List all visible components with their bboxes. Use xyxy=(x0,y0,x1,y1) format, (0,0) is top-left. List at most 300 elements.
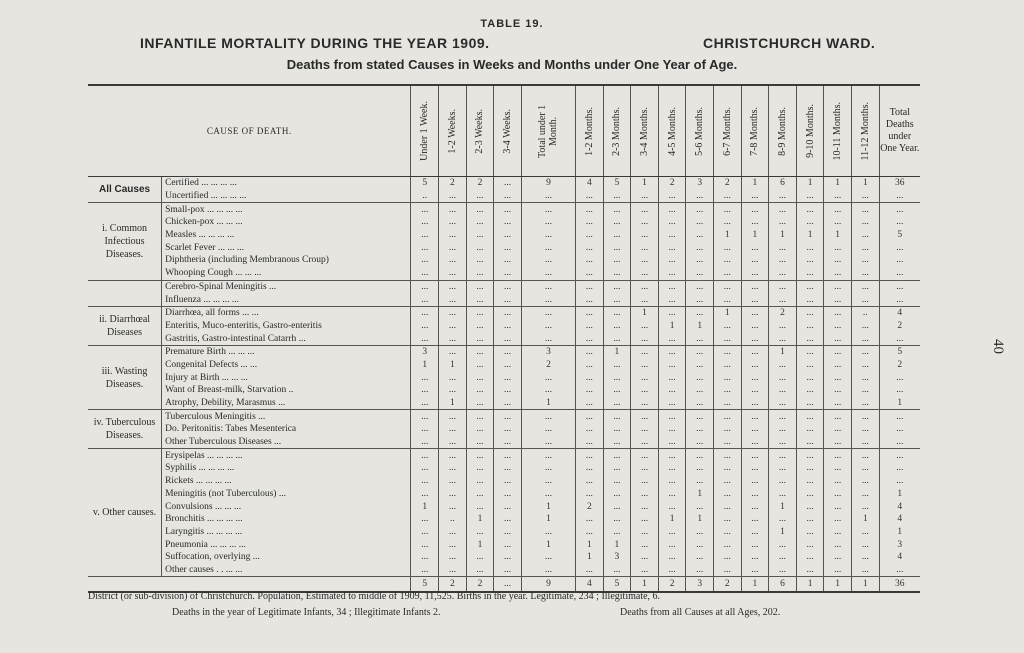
value-cell: 4 xyxy=(576,177,604,190)
value-cell: ... xyxy=(686,564,714,577)
value-cell: ... xyxy=(851,410,879,423)
value-cell: ... xyxy=(713,513,741,526)
value-cell: ... xyxy=(439,526,467,539)
value-cell: 1 xyxy=(796,229,824,242)
value-cell: ... xyxy=(439,449,467,462)
value-cell: ... xyxy=(796,513,824,526)
table-row xyxy=(88,332,920,345)
value-cell: ... xyxy=(796,345,824,358)
value-cell: ... xyxy=(824,306,852,319)
value-cell: ... xyxy=(411,436,439,449)
value-cell: ... xyxy=(521,203,575,216)
column-total-cell: 1 xyxy=(741,577,769,593)
value-cell: ... xyxy=(411,267,439,280)
value-cell: ... xyxy=(658,500,686,513)
value-cell: ... xyxy=(851,203,879,216)
value-cell: ... xyxy=(603,384,631,397)
value-cell: ... xyxy=(741,449,769,462)
table-row xyxy=(88,203,920,216)
value-cell: ... xyxy=(713,332,741,345)
value-cell: ... xyxy=(603,190,631,203)
value-cell: ... xyxy=(603,436,631,449)
value-cell: ... xyxy=(658,216,686,229)
value-cell: ... xyxy=(411,371,439,384)
age-header xyxy=(824,85,852,177)
total-cell: 3 xyxy=(879,538,920,551)
value-cell: ... xyxy=(494,436,522,449)
value-cell: ... xyxy=(521,254,575,267)
value-cell: ... xyxy=(466,306,494,319)
value-cell: ... xyxy=(796,241,824,254)
value-cell: ... xyxy=(713,564,741,577)
value-cell: ... xyxy=(439,320,467,333)
value-cell: ... xyxy=(466,332,494,345)
value-cell: ... xyxy=(439,475,467,488)
value-cell: ... xyxy=(824,254,852,267)
value-cell: ... xyxy=(466,320,494,333)
value-cell: ... xyxy=(439,371,467,384)
value-cell: ... xyxy=(796,526,824,539)
table-row xyxy=(88,241,920,254)
mortality-table xyxy=(88,84,920,593)
value-cell: ... xyxy=(494,267,522,280)
value-cell: 2 xyxy=(439,177,467,190)
value-cell: ... xyxy=(494,564,522,577)
table-number: TABLE 19. xyxy=(480,18,544,30)
value-cell: ... xyxy=(824,397,852,410)
column-total-cell: 6 xyxy=(769,577,797,593)
value-cell: ... xyxy=(603,241,631,254)
value-cell: ... xyxy=(851,229,879,242)
group-label: i. Common Infectious Diseases. xyxy=(88,203,162,280)
value-cell: 1 xyxy=(741,229,769,242)
value-cell: ... xyxy=(686,410,714,423)
cause-cell: Measles ... ... ... ... xyxy=(165,230,235,241)
value-cell: ... xyxy=(521,332,575,345)
value-cell: ... xyxy=(466,267,494,280)
total-cell: ... xyxy=(879,423,920,436)
value-cell: ... xyxy=(851,332,879,345)
value-cell: ... xyxy=(439,345,467,358)
value-cell: ... xyxy=(686,229,714,242)
value-cell: ... xyxy=(494,551,522,564)
value-cell: ... xyxy=(603,267,631,280)
value-cell: ... xyxy=(576,216,604,229)
total-cell: 1 xyxy=(879,488,920,501)
table-row xyxy=(88,320,920,333)
cause-cell: Whooping Cough ... ... ... xyxy=(165,268,262,279)
value-cell: ... xyxy=(741,203,769,216)
value-cell: ... xyxy=(769,371,797,384)
value-cell: ... xyxy=(769,564,797,577)
footer-infant-deaths: Deaths in the year of Legitimate Infants, 34 ; Illegitimate Infants 2. xyxy=(172,607,441,618)
value-cell: ... xyxy=(603,306,631,319)
value-cell: ... xyxy=(494,397,522,410)
value-cell: ... xyxy=(741,241,769,254)
value-cell: ... xyxy=(466,475,494,488)
value-cell: ... xyxy=(576,345,604,358)
value-cell: ... xyxy=(494,177,522,190)
value-cell: ... xyxy=(769,216,797,229)
table-body xyxy=(88,177,920,593)
value-cell: .. xyxy=(439,513,467,526)
value-cell: ... xyxy=(713,488,741,501)
age-header xyxy=(521,85,575,177)
value-cell: ... xyxy=(824,203,852,216)
value-cell: ... xyxy=(466,526,494,539)
value-cell: ... xyxy=(713,190,741,203)
value-cell: 1 xyxy=(603,345,631,358)
value-cell: ... xyxy=(796,190,824,203)
value-cell: ... xyxy=(851,462,879,475)
value-cell: ... xyxy=(824,359,852,372)
value-cell: ... xyxy=(576,436,604,449)
value-cell: ... xyxy=(411,384,439,397)
value-cell: ... xyxy=(658,332,686,345)
value-cell: ... xyxy=(576,462,604,475)
value-cell: ... xyxy=(466,190,494,203)
value-cell: ... xyxy=(631,526,659,539)
value-cell: ... xyxy=(439,229,467,242)
value-cell: ... xyxy=(521,564,575,577)
value-cell: ... xyxy=(494,280,522,293)
total-cell: 36 xyxy=(879,177,920,190)
value-cell: ... xyxy=(603,371,631,384)
column-total-cell: ... xyxy=(494,577,522,593)
column-total-cell: 1 xyxy=(824,577,852,593)
age-header-label: 2-3 Months. xyxy=(611,106,623,156)
value-cell: 3 xyxy=(521,345,575,358)
value-cell: ... xyxy=(466,564,494,577)
value-cell: ... xyxy=(494,320,522,333)
value-cell: ... xyxy=(686,475,714,488)
value-cell: ... xyxy=(439,267,467,280)
value-cell: ... xyxy=(439,384,467,397)
value-cell: ... xyxy=(658,475,686,488)
age-header-label: 4-5 Months. xyxy=(666,106,678,156)
value-cell: ... xyxy=(769,462,797,475)
value-cell: ... xyxy=(631,280,659,293)
value-cell: ... xyxy=(796,564,824,577)
value-cell: ... xyxy=(796,475,824,488)
value-cell: ... xyxy=(824,423,852,436)
value-cell: ... xyxy=(824,449,852,462)
value-cell: 3 xyxy=(686,177,714,190)
value-cell: ... xyxy=(824,345,852,358)
value-cell: ... xyxy=(796,293,824,306)
value-cell: ... xyxy=(741,216,769,229)
value-cell: ... xyxy=(713,203,741,216)
value-cell: ... xyxy=(713,423,741,436)
value-cell: ... xyxy=(521,423,575,436)
value-cell: ... xyxy=(466,359,494,372)
value-cell: ... xyxy=(713,526,741,539)
value-cell: ... xyxy=(439,254,467,267)
value-cell: ... xyxy=(576,526,604,539)
value-cell: ... xyxy=(658,254,686,267)
value-cell: ... xyxy=(411,526,439,539)
value-cell: ... xyxy=(741,410,769,423)
value-cell: ... xyxy=(824,500,852,513)
value-cell: ... xyxy=(631,423,659,436)
value-cell: ... xyxy=(713,320,741,333)
value-cell: 2 xyxy=(576,500,604,513)
value-cell: ... xyxy=(686,397,714,410)
column-total-cell: 2 xyxy=(466,577,494,593)
value-cell: 1 xyxy=(603,538,631,551)
value-cell: ... xyxy=(824,526,852,539)
value-cell: .. xyxy=(851,306,879,319)
age-header xyxy=(603,85,631,177)
value-cell: ... xyxy=(686,359,714,372)
value-cell: ... xyxy=(658,397,686,410)
value-cell: ... xyxy=(769,397,797,410)
value-cell: ... xyxy=(824,332,852,345)
value-cell: ... xyxy=(796,397,824,410)
table-row xyxy=(88,371,920,384)
value-cell: ... xyxy=(631,475,659,488)
total-cell: ... xyxy=(879,564,920,577)
table-row xyxy=(88,293,920,306)
table-row xyxy=(88,359,920,372)
table-row xyxy=(88,216,920,229)
value-cell: 2 xyxy=(769,306,797,319)
value-cell: ... xyxy=(439,332,467,345)
age-header xyxy=(494,85,522,177)
value-cell: ... xyxy=(494,345,522,358)
value-cell: ... xyxy=(466,293,494,306)
table-row xyxy=(88,500,920,513)
value-cell: ... xyxy=(631,397,659,410)
table-row xyxy=(88,229,920,242)
value-cell: ... xyxy=(824,293,852,306)
value-cell: ... xyxy=(576,410,604,423)
value-cell: ... xyxy=(603,410,631,423)
value-cell: ... xyxy=(411,306,439,319)
value-cell: ... xyxy=(658,384,686,397)
cause-cell: Atrophy, Debility, Marasmus ... xyxy=(165,398,286,409)
value-cell: ... xyxy=(769,551,797,564)
value-cell: ... xyxy=(769,293,797,306)
value-cell: 1 xyxy=(576,538,604,551)
value-cell: 1 xyxy=(741,177,769,190)
table-row xyxy=(88,475,920,488)
value-cell: ... xyxy=(494,513,522,526)
value-cell: ... xyxy=(824,488,852,501)
value-cell: ... xyxy=(466,384,494,397)
table-row xyxy=(88,410,920,423)
value-cell: ... xyxy=(466,254,494,267)
value-cell: ... xyxy=(631,384,659,397)
value-cell: ... xyxy=(631,267,659,280)
value-cell: ... xyxy=(411,280,439,293)
value-cell: ... xyxy=(466,436,494,449)
value-cell: 1 xyxy=(713,229,741,242)
value-cell: ... xyxy=(411,229,439,242)
cause-cell: Diarrhœa, all forms ... ... xyxy=(162,306,411,319)
value-cell: 1 xyxy=(466,538,494,551)
value-cell: ... xyxy=(521,371,575,384)
value-cell: ... xyxy=(466,500,494,513)
age-header-label: 3-4 Weeks. xyxy=(502,108,514,154)
table-row xyxy=(88,280,920,293)
table-row xyxy=(88,526,920,539)
value-cell: ... xyxy=(411,462,439,475)
total-cell: ... xyxy=(879,254,920,267)
value-cell: ... xyxy=(741,462,769,475)
value-cell: ... xyxy=(686,551,714,564)
total-cell: ... xyxy=(879,384,920,397)
value-cell: ... xyxy=(603,462,631,475)
value-cell: ... xyxy=(521,449,575,462)
value-cell: ... xyxy=(769,488,797,501)
value-cell: ... xyxy=(603,320,631,333)
age-header xyxy=(851,85,879,177)
cause-cell: Suffocation, overlying ... xyxy=(165,552,260,563)
value-cell: 1 xyxy=(658,513,686,526)
value-cell: ... xyxy=(439,551,467,564)
value-cell: ... xyxy=(796,267,824,280)
value-cell: ... xyxy=(851,254,879,267)
value-cell: 2 xyxy=(521,359,575,372)
table-row xyxy=(88,267,920,280)
value-cell: ... xyxy=(824,564,852,577)
value-cell: ... xyxy=(494,462,522,475)
value-cell: ... xyxy=(466,241,494,254)
value-cell: 1 xyxy=(769,500,797,513)
value-cell: ... xyxy=(576,203,604,216)
value-cell: ... xyxy=(466,280,494,293)
cause-cell: Laryngitis ... ... ... ... xyxy=(165,526,243,537)
value-cell: ... xyxy=(494,475,522,488)
value-cell: 6 xyxy=(769,177,797,190)
total-cell: 4 xyxy=(879,306,920,319)
cause-header: CAUSE OF DEATH. xyxy=(88,85,411,177)
value-cell: ... xyxy=(686,332,714,345)
value-cell: ... xyxy=(713,538,741,551)
value-cell: ... xyxy=(824,371,852,384)
value-cell: ... xyxy=(411,254,439,267)
value-cell: ... xyxy=(603,526,631,539)
value-cell: ... xyxy=(851,384,879,397)
value-cell: ... xyxy=(576,488,604,501)
value-cell: ... xyxy=(466,371,494,384)
value-cell: ... xyxy=(713,462,741,475)
value-cell: ... xyxy=(796,449,824,462)
value-cell: ... xyxy=(796,359,824,372)
value-cell: ... xyxy=(494,423,522,436)
value-cell: ... xyxy=(494,216,522,229)
value-cell: ... xyxy=(603,397,631,410)
value-cell: ... xyxy=(713,384,741,397)
value-cell: ... xyxy=(851,538,879,551)
value-cell: ... xyxy=(851,280,879,293)
age-header xyxy=(741,85,769,177)
value-cell: ... xyxy=(686,384,714,397)
value-cell: ... xyxy=(769,203,797,216)
value-cell: ... xyxy=(769,513,797,526)
value-cell: ... xyxy=(741,359,769,372)
value-cell: ... xyxy=(631,241,659,254)
value-cell: 5 xyxy=(603,177,631,190)
table-row xyxy=(88,177,920,190)
value-cell: ... xyxy=(824,216,852,229)
total-cell: ... xyxy=(879,190,920,203)
table-row xyxy=(88,436,920,449)
value-cell: ... xyxy=(769,359,797,372)
value-cell: ... xyxy=(741,488,769,501)
table-row xyxy=(88,488,920,501)
age-header xyxy=(411,85,439,177)
column-total-cell: 5 xyxy=(603,577,631,593)
value-cell: ... xyxy=(466,397,494,410)
total-cell: ... xyxy=(879,203,920,216)
age-header xyxy=(631,85,659,177)
value-cell: ... xyxy=(603,488,631,501)
value-cell: ... xyxy=(796,384,824,397)
total-cell: 1 xyxy=(879,526,920,539)
value-cell: ... xyxy=(796,551,824,564)
value-cell: 1 xyxy=(439,397,467,410)
value-cell: ... xyxy=(769,410,797,423)
value-cell: ... xyxy=(851,488,879,501)
cause-cell: Enteritis, Muco-enteritis, Gastro-enteritis xyxy=(165,320,322,331)
value-cell: ... xyxy=(796,306,824,319)
value-cell: ... xyxy=(521,216,575,229)
value-cell: .. xyxy=(411,190,439,203)
value-cell: ... xyxy=(686,436,714,449)
value-cell: ... xyxy=(741,526,769,539)
value-cell: 1 xyxy=(713,306,741,319)
value-cell: ... xyxy=(631,436,659,449)
value-cell: ... xyxy=(713,293,741,306)
value-cell: 1 xyxy=(769,229,797,242)
age-header xyxy=(658,85,686,177)
value-cell: ... xyxy=(521,306,575,319)
value-cell: 2 xyxy=(466,177,494,190)
age-header-label: 11-12 Months. xyxy=(859,101,871,161)
value-cell: ... xyxy=(494,229,522,242)
value-cell: ... xyxy=(631,488,659,501)
table-row xyxy=(88,397,920,410)
value-cell: ... xyxy=(521,551,575,564)
age-header-label: 3-4 Months. xyxy=(639,106,650,156)
footer-all-deaths: Deaths from all Causes at all Ages, 202. xyxy=(620,607,781,618)
value-cell: ... xyxy=(603,423,631,436)
value-cell: ... xyxy=(521,526,575,539)
value-cell: ... xyxy=(466,449,494,462)
value-cell: 1 xyxy=(521,538,575,551)
cause-cell: Small-pox ... ... ... ... xyxy=(162,203,411,216)
cause-cell: Rickets ... ... ... ... xyxy=(165,476,232,487)
value-cell: ... xyxy=(851,526,879,539)
value-cell: ... xyxy=(631,203,659,216)
value-cell: ... xyxy=(824,475,852,488)
value-cell: ... xyxy=(851,267,879,280)
value-cell: ... xyxy=(741,384,769,397)
value-cell: ... xyxy=(741,436,769,449)
value-cell: ... xyxy=(658,280,686,293)
value-cell: ... xyxy=(741,190,769,203)
total-cell: ... xyxy=(879,332,920,345)
value-cell: ... xyxy=(466,345,494,358)
value-cell: ... xyxy=(411,449,439,462)
value-cell: ... xyxy=(824,280,852,293)
value-cell: ... xyxy=(603,203,631,216)
cause-cell: Uncertified ... ... ... ... xyxy=(165,191,247,202)
value-cell: ... xyxy=(466,203,494,216)
value-cell: ... xyxy=(713,345,741,358)
